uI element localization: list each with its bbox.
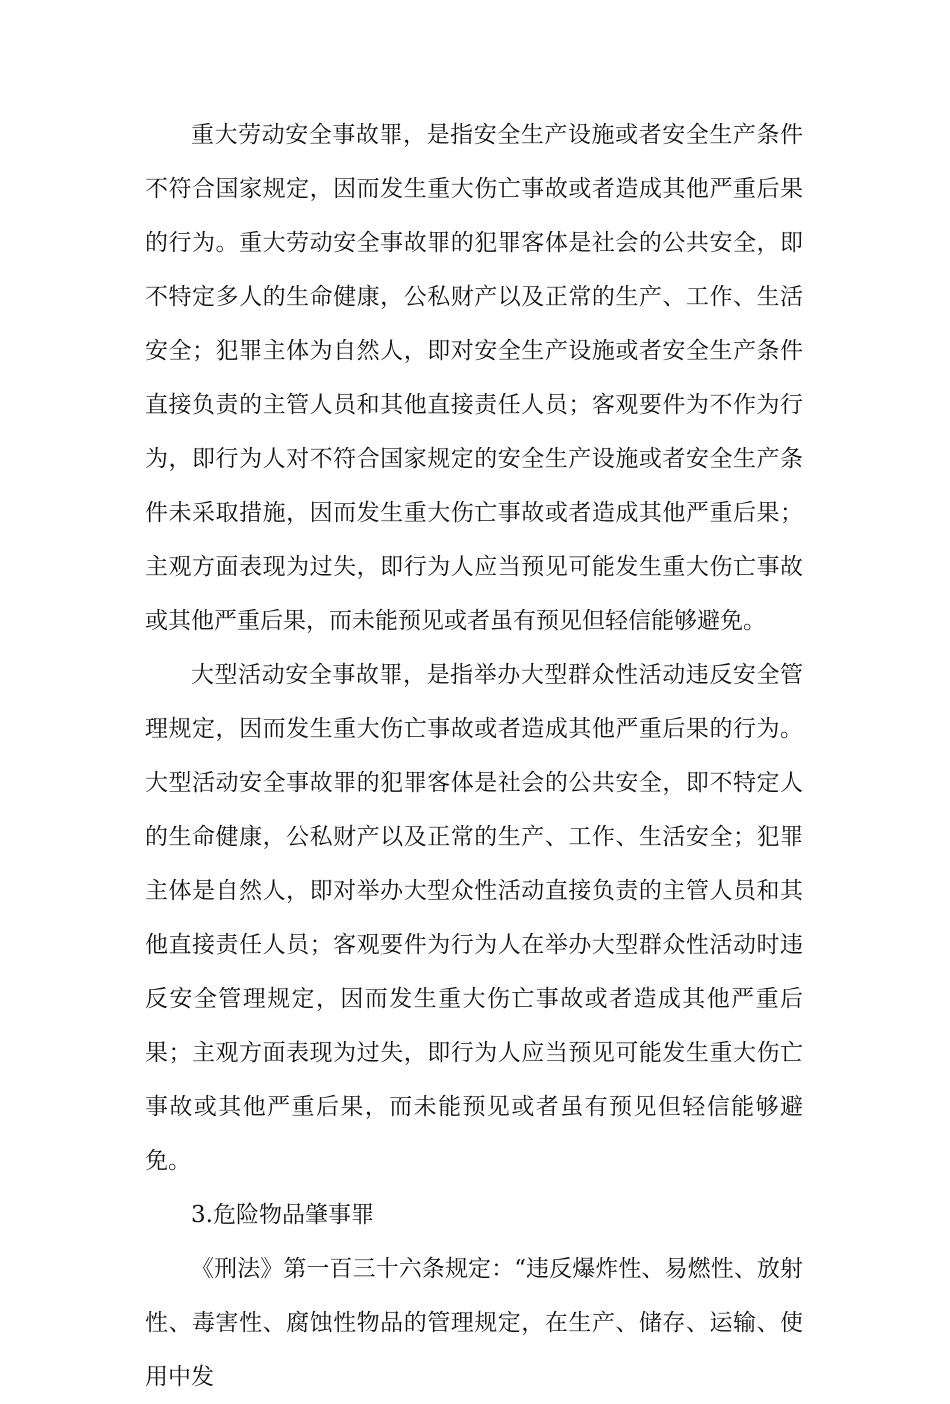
paragraph-large-event-safety-accident: 大型活动安全事故罪，是指举办大型群众性活动违反安全管理规定，因而发生重大伤亡事故或者造成其他严重后果的行为。大型活动安全事故罪的犯罪客体是社会的公共安全，即不特定人的生命健康，公私财产以及正常的生产、工作、生活安全；犯罪主体是自然人，即对举办大型众性活动直接负责的主管人员和其他直接责任人员；客观要件为行为人在举办大型群众性活动时违反安全管理规定，因而发生重大伤亡事故或者造成其他严重后果；主观方面表现为过失，即行为人应当预见可能发生重大伤亡事故或其他严重后果，而未能预见或者虽有预见但轻信能够避免。 (145, 662, 803, 1174)
paragraph-major-labor-safety-accident: 重大劳动安全事故罪，是指安全生产设施或者安全生产条件不符合国家规定，因而发生重大伤亡事故或者造成其他严重后果的行为。重大劳动安全事故罪的犯罪客体是社会的公共安全，即不特定多人的生命健康，公私财产以及正常的生产、工作、生活安全；犯罪主体为自然人，即对安全生产设施或者安全生产条件直接负责的主管人员和其他直接责任人员；客观要件为不作为行为，即行为人对不符合国家规定的安全生产设施或者安全生产条件未采取措施，因而发生重大伤亡事故或者造成其他严重后果；主观方面表现为过失，即行为人应当预见可能发生重大伤亡事故或其他严重后果，而未能预见或者虽有预见但轻信能够避免。 (145, 122, 803, 634)
paragraph-criminal-law-article-136: 《刑法》第一百三十六条规定：“违反爆炸性、易燃性、放射性、毒害性、腐蚀性物品的管理规定，在生产、储存、运输、使用中发 (145, 1256, 803, 1390)
section-heading: 3.危险物品肇事罪 (191, 1202, 374, 1228)
document-page (145, 108, 803, 1404)
